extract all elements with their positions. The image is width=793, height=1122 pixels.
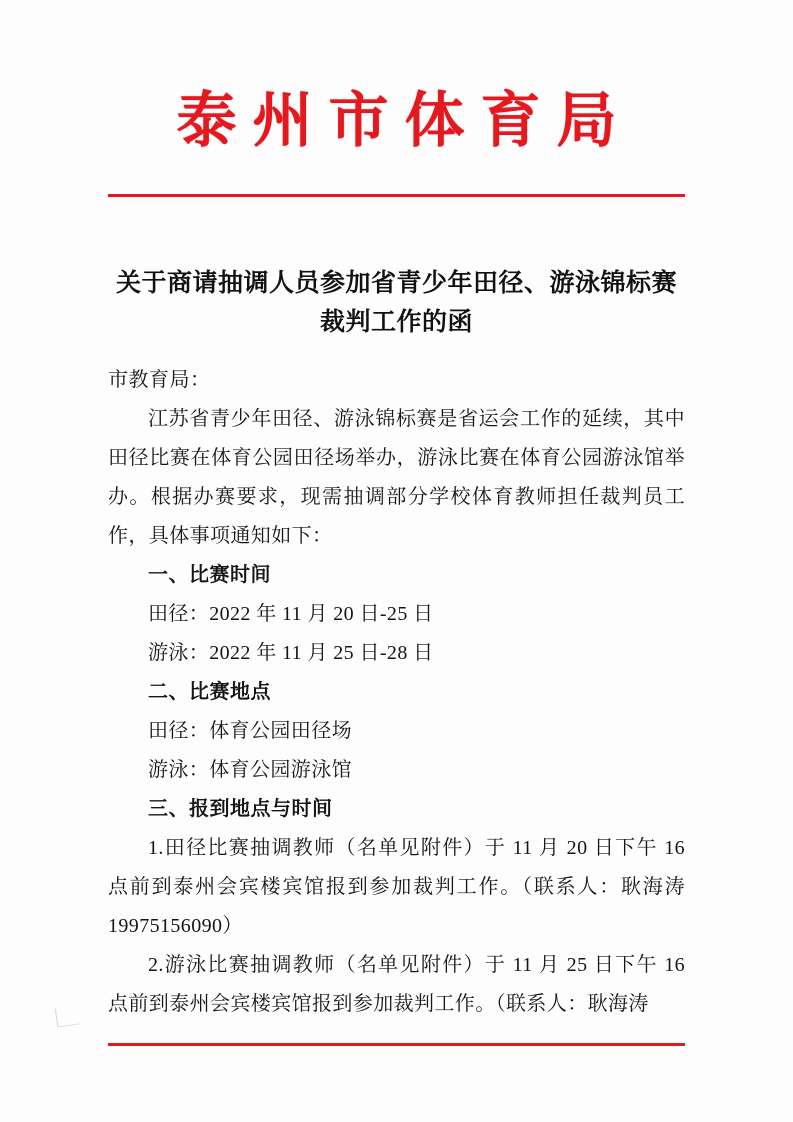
section-3-item-2: 2.游泳比赛抽调教师（名单见附件）于 11 月 25 日下午 16 点前到泰州会宾楼宾馆报到参加裁判工作。（联系人：耿海涛 [108, 953, 685, 1015]
section-1-line-2: 游泳：2022 年 11 月 25 日-28 日 [148, 641, 434, 664]
scan-artifact [55, 1005, 80, 1027]
letterhead-divider [108, 194, 685, 197]
issuing-organization-title: 泰州市体育局 [176, 88, 633, 154]
section-heading-3: 三、报到地点与时间 [148, 797, 333, 820]
recipient-line: 市教育局： [108, 368, 211, 391]
opening-paragraph: 江苏省青少年田径、游泳锦标赛是省运会工作的延续，其中田径比赛在体育公园田径场举办，游泳比赛在体育公园游泳馆举办。根据办赛要求，现需抽调部分学校体育教师担任裁判员工作，具体事项通知如下： [108, 407, 685, 547]
document-body [108, 361, 685, 1024]
section-2-line-1: 田径：体育公园田径场 [148, 719, 352, 742]
section-heading-2: 二、比赛地点 [148, 680, 271, 703]
section-3-item-1: 1.田径比赛抽调教师（名单见附件）于 11 月 20 日下午 16 点前到泰州会宾楼宾馆报到参加裁判工作。（联系人：耿海涛 19975156090） [108, 836, 685, 937]
document-title: 关于商请抽调人员参加省青少年田径、游泳锦标赛裁判工作的函 [115, 270, 677, 336]
section-2-line-2: 游泳：体育公园游泳馆 [148, 758, 352, 781]
footer-divider [108, 1043, 685, 1046]
section-1-line-1: 田径：2022 年 11 月 20 日-25 日 [148, 602, 434, 625]
section-heading-1: 一、比赛时间 [148, 563, 271, 586]
letterhead [108, 0, 685, 197]
